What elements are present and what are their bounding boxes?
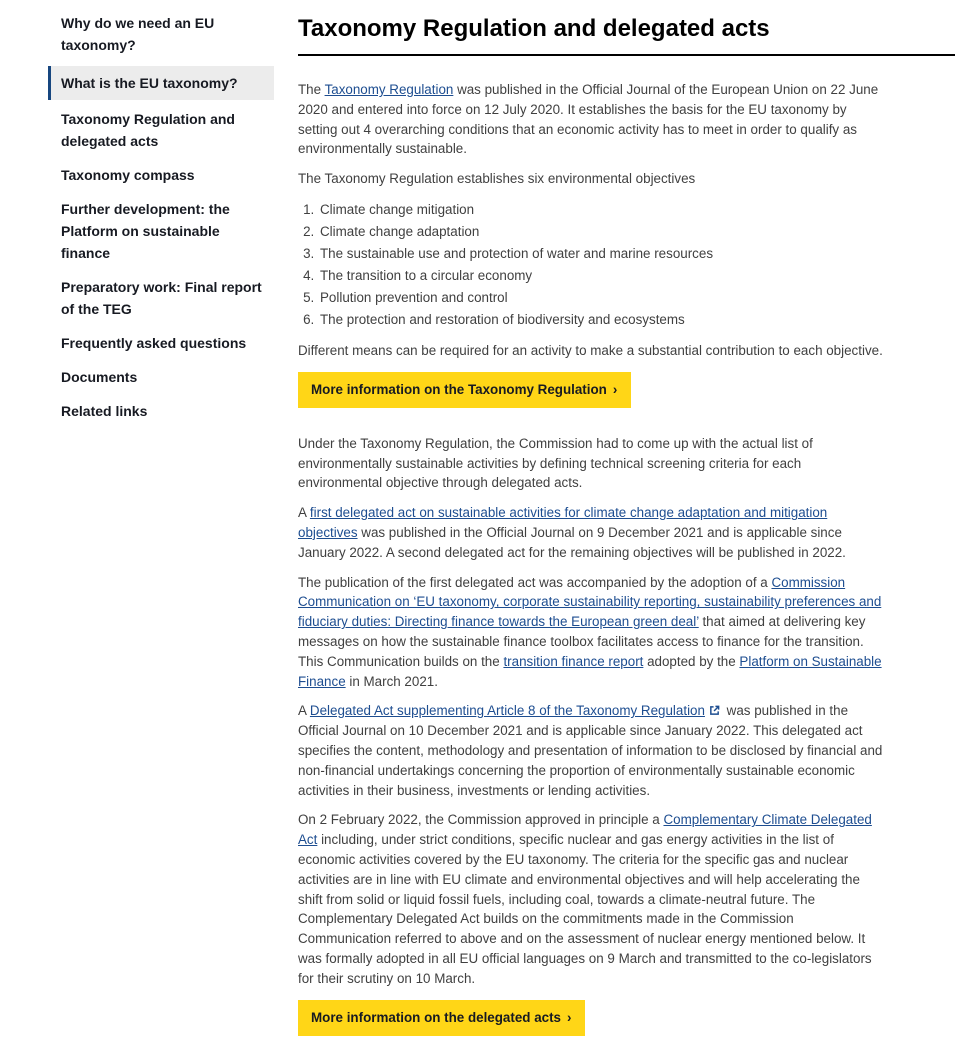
sidebar-item-taxonomy-regulation[interactable]: Taxonomy Regulation and delegated acts	[61, 111, 235, 149]
sidebar-item-related-links[interactable]: Related links	[61, 403, 148, 419]
more-info-delegated-acts-button[interactable]	[298, 1000, 585, 1036]
sidebar-item-preparatory-work[interactable]: Preparatory work: Final report of the TEG	[61, 279, 262, 317]
sidebar-item-what-is-eu-taxonomy[interactable]: What is the EU taxonomy?	[48, 66, 274, 100]
sidebar-item-faq[interactable]: Frequently asked questions	[61, 335, 247, 351]
list-item: 4. The transition to a circular economy	[318, 265, 888, 287]
main-content	[298, 14, 955, 1062]
text: was published in the Official Journal on 10 December 2021 and is applicable since January 2022. This delegated act specifies the content, methodology and presentation of information to be disclosed by financial and non-financial undertakings concerning the proportion of environmentally sustainable economic activities in their business, investments or lending activities.	[298, 703, 883, 798]
text: that aimed at delivering key messages on how the sustainable finance toolbox facilitates access to finance for the transition. This Communication builds on the	[298, 614, 866, 669]
commission-communication-link[interactable]: Commission Communication on ‘EU taxonomy, corporate sustainability reporting, sustainability preferences and fiduciary duties: Directing finance towards the European green deal’	[298, 574, 882, 630]
sidebar-nav	[48, 10, 274, 432]
text: On 2 February 2022, the Commission approved in principle a	[298, 812, 664, 828]
article8-delegated-act-link[interactable]: Delegated Act supplementing Article 8 of the Taxonomy Regulation	[309, 703, 705, 719]
intro-paragraph	[298, 80, 888, 159]
text: in March 2021.	[345, 673, 438, 689]
external-link-icon	[709, 705, 720, 716]
complementary-act-paragraph	[298, 810, 888, 988]
text: adopted by the	[643, 653, 740, 669]
first-delegated-act-paragraph	[298, 503, 888, 562]
objectives-intro: The Taxonomy Regulation establishes six environmental objectives	[298, 171, 696, 187]
objectives-list	[298, 199, 888, 331]
text: A	[298, 505, 310, 521]
text: The	[298, 82, 325, 97]
transition-finance-report-link[interactable]: transition finance report	[503, 653, 644, 669]
text: was published in the Official Journal of the European Union on 22 June 2020 and entered into force on 12 July 2020. It establishes the basis for the EU taxonomy by setting out 4 overarching conditions that an economic activity has to meet in order to qualify as environmentally sustainable.	[298, 82, 879, 157]
communication-paragraph	[298, 573, 888, 692]
sidebar-item-why-eu-taxonomy[interactable]: Why do we need an EU taxonomy?	[61, 15, 215, 53]
text: including, under strict conditions, specific nuclear and gas energy activities in the list of economic activities covered by the EU taxonomy. The criteria for the specific gas and nuclear activities are in line with EU climate and environmental objectives and will help accelerating the shift from solid or liquid fossil fuels, including coal, towards a climate-neutral future. The Complementary Delegated Act builds on the commitments made in the Commission Communication referred to above and on the assessment of nuclear energy mentioned below. It was formally adopted in all EU official languages on 9 March and transmitted to the co-legislators for their scrutiny on 10 March.	[298, 832, 872, 986]
sidebar-item-further-development[interactable]: Further development: the Platform on sustainable finance	[61, 201, 230, 261]
text: was published in the Official Journal on 9 December 2021 and is applicable since January 2022. A second delegated act for the remaining objectives will be published in 2022.	[298, 524, 846, 560]
taxonomy-regulation-link[interactable]: Taxonomy Regulation	[324, 82, 454, 97]
list-item: 3. The sustainable use and protection of water and marine resources	[318, 243, 888, 265]
button-label: More information on the delegated acts	[311, 1009, 561, 1025]
button-label: More information on the Taxonomy Regulation	[311, 381, 607, 397]
more-info-taxonomy-regulation-button[interactable]	[298, 372, 631, 408]
platform-sustainable-finance-link[interactable]: Platform on Sustainable Finance	[298, 653, 882, 689]
chevron-right-icon: ›	[612, 381, 618, 397]
delegated-acts-paragraph: Under the Taxonomy Regulation, the Commission had to come up with the actual list of environmentally sustainable activities by defining technical screening criteria for each environmental objective through delegated acts.	[298, 435, 813, 491]
list-item: 5. Pollution prevention and control	[318, 287, 888, 309]
article8-paragraph	[298, 701, 888, 800]
text: A	[298, 703, 310, 719]
sidebar-item-documents[interactable]: Documents	[61, 369, 138, 385]
chevron-right-icon: ›	[567, 1009, 572, 1025]
complementary-climate-delegated-act-link[interactable]: Complementary Climate Delegated Act	[298, 812, 872, 848]
list-item: 1. Climate change mitigation	[318, 199, 888, 221]
list-item: 2. Climate change adaptation	[318, 221, 888, 243]
first-delegated-act-link[interactable]: first delegated act on sustainable activities for climate change adaptation and mitigation objectives	[298, 505, 828, 540]
text: The publication of the first delegated act was accompanied by the adoption of a	[298, 574, 772, 590]
different-means-paragraph: Different means can be required for an activity to make a substantial contribution to each objective.	[298, 342, 883, 358]
article-body	[298, 56, 888, 1062]
sidebar-item-taxonomy-compass[interactable]: Taxonomy compass	[61, 167, 195, 183]
list-item: 6. The protection and restoration of biodiversity and ecosystems	[318, 309, 888, 331]
page-title: Taxonomy Regulation and delegated acts	[298, 14, 955, 56]
